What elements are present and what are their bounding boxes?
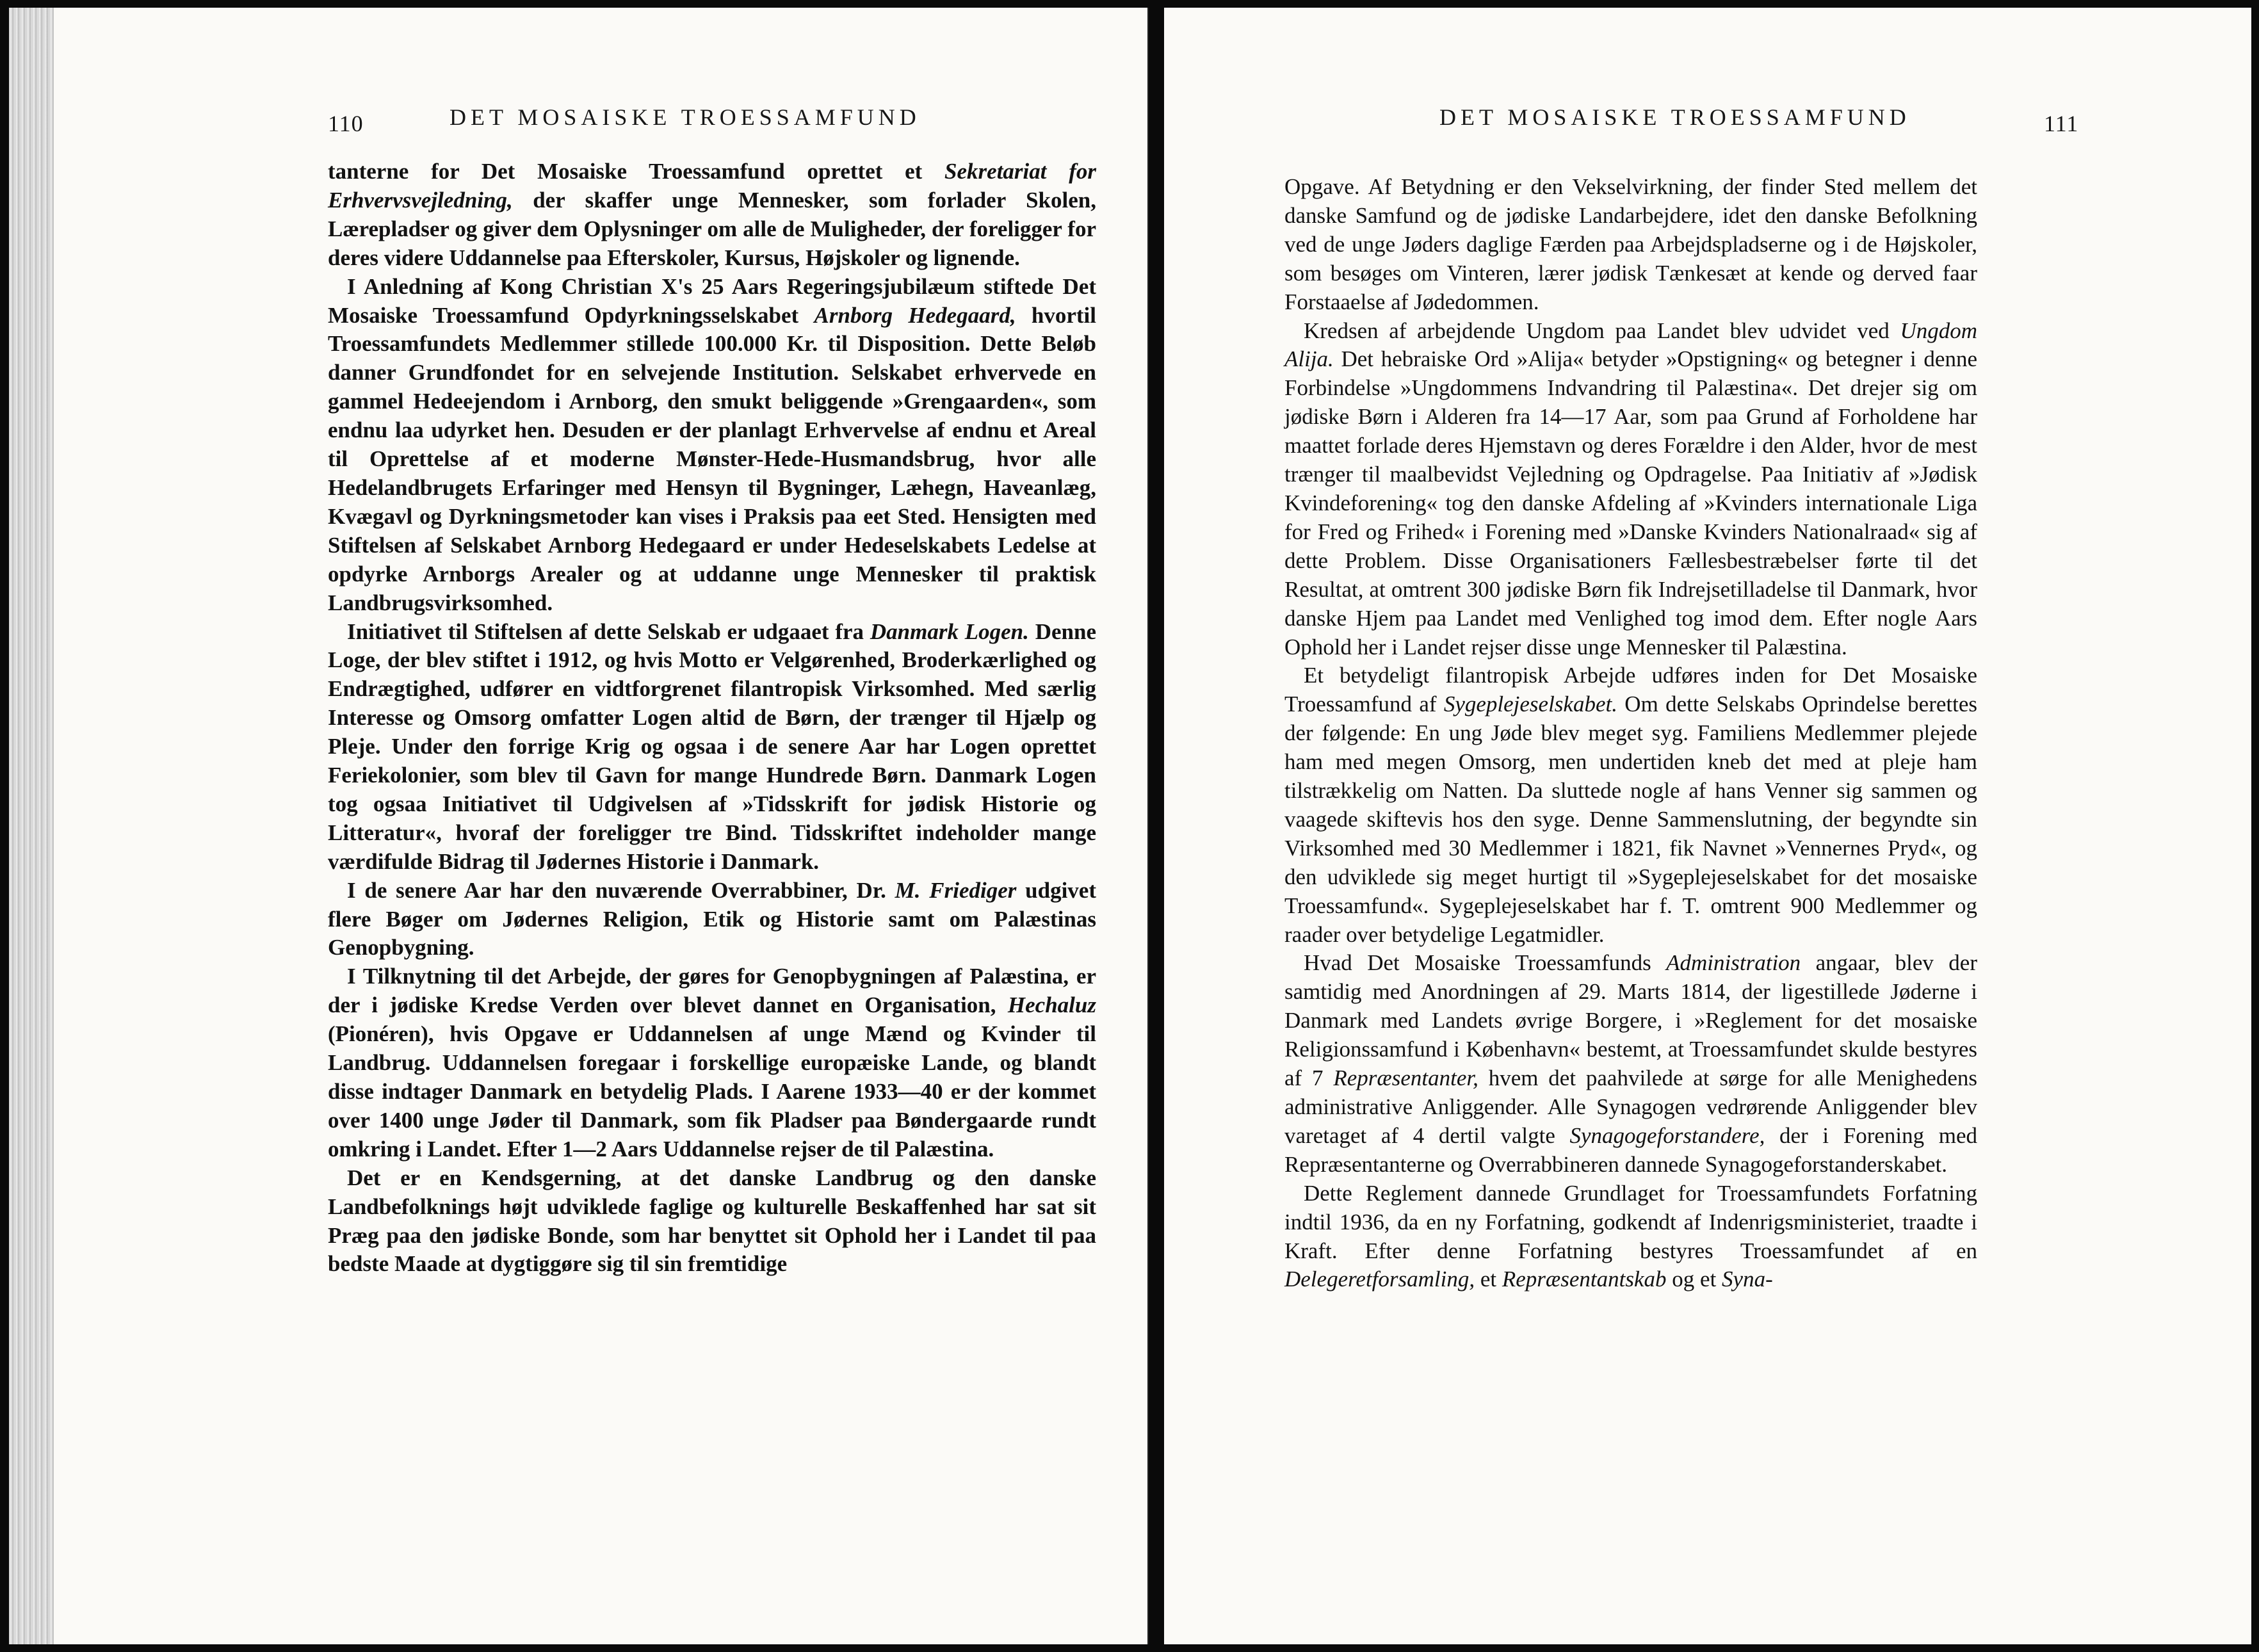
text-run: (Pionéren), hvis Opgave er Uddannelsen af unge Mænd og Kvinder til Landbrug. Uddannelsen foregaar i forskellige europæiske Lande, og blandt disse indtager Danmark en betydelig Plads. I Aarene 1933—40 er der kommet over 1400 unge Jøder til Danmark, som fik Pladser paa Bøndergaarde rundt omkring i Landet. Efter 1—2 Aars Uddannelse rejser de til Palæstina. xyxy=(328,1021,1096,1162)
italic-term: Ungdom Alija. xyxy=(1284,318,1977,372)
text-run: og et xyxy=(1666,1267,1722,1292)
paragraph xyxy=(1284,949,1977,1179)
page-number: 111 xyxy=(2044,111,2079,136)
text-run: angaar, blev der samtidig med Anordningen af 29. Marts 1814, der ligestillede Jøderne i Danmark med Landets øvrige Borgere, i »Reglement for det mosaiske Religionssamfund i København« bestemt, at Troessamfundet skulde bestyres af 7 xyxy=(1284,950,1977,1091)
page-number: 110 xyxy=(328,111,364,136)
running-header: DET MOSAISKE TROESSAMFUND xyxy=(449,104,921,130)
book-gutter xyxy=(1149,0,1164,1652)
text-run: Det hebraiske Ord »Alija« betyder »Opstigning« og betegner i denne Forbindelse »Ungdommens Indvandring til Palæstina«. Det drejer sig om jødiske Børn i Alderen fra 14—17 Aar, som paa Grund af Forholdene har maattet forlade deres Hjemstavn og deres Forældre i den Alder, hvor de mest trænger til maalbevidst Vejledning og Opdragelse. Paa Initiativ af »Jødisk Kvindeforening« tog den danske Afdeling af »Kvinders internationale Liga for Fred og Frihed« i Forening med »Danske Kvinders Nationalraad« sig af dette Problem. Disse Organisationers Fællesbestræbelser førte til det Resultat, at omtrent 300 jødiske Børn fik Indrejsetilladelse til Danmark, hvor danske Hjem paa Landet med Venlighed tog imod dem. Efter nogle Aars Ophold her i Landet rejser disse unge Mennesker til Palæstina. xyxy=(1284,346,1977,660)
text-run: Et betydeligt filantropisk Arbejde udføres inden for Det Mosaiske Troessamfund af xyxy=(1284,663,1977,717)
text-run: I Anledning af Kong Christian X's 25 Aars Regeringsjubilæum stiftede Det Mosaiske Troessamfund Opdyrkningsselskabet xyxy=(328,273,1096,328)
italic-term: Hechaluz xyxy=(1007,992,1096,1018)
text-run: hvortil Troessamfundets Medlemmer stillede 100.000 Kr. til Disposition. Dette Beløb danner Grundfondet for en selvejende Institution. Selskabet erhvervede en gammel Hedeejendom i Arnborg, den smukt beliggende »Grengaarden«, som endnu laa udyrket hen. Desuden er der planlagt Erhvervelse af endnu et Areal til Oprettelse af et moderne Mønster-Hede-Husmandsbrug, hvor alle Hedelandbrugets Erfaringer med Hensyn til Bygninger, Læhegn, Haveanlæg, Kvægavl og Dyrkningsmetoder kan vises i Praksis paa eet Sted. Hensigten med Stiftelsen af Selskabet Arnborg Hedegaard er under Hedeselskabets Ledelse at opdyrke Arnborgs Arealer og at uddanne unge Mennesker til praktisk Landbrugsvirksomhed. xyxy=(328,302,1097,615)
italic-term: Synagogeforstandere, xyxy=(1569,1122,1765,1148)
paragraph xyxy=(328,962,1096,1163)
text-run: Opgave. Af Betydning er den Vekselvirkning, der finder Sted mellem det danske Samfund og de jødiske Landarbejdere, idet den danske Befolkning ved de unge Jøders daglige Færden paa Arbejdspladserne og i de Højskoler, som besøges om Vinteren, lærer jødisk Tænkesæt at kende og derved faar Forstaaelse af Jødedommen. xyxy=(1284,174,1977,314)
text-run: Initiativet til Stiftelsen af dette Selskab er udgaaet fra xyxy=(347,619,870,644)
italic-term: Delegeretforsamling, xyxy=(1284,1267,1475,1292)
paragraph xyxy=(1284,317,1977,662)
text-run: Hvad Det Mosaiske Troessamfunds xyxy=(1304,950,1667,976)
italic-term: Danmark Logen. xyxy=(870,619,1029,644)
italic-term: Repræsentantskab xyxy=(1502,1267,1667,1292)
text-run: tanterne for Det Mosaiske Troessamfund oprettet et xyxy=(328,159,945,184)
paragraph xyxy=(1284,1179,1977,1295)
text-run: Dette Reglement dannede Grundlaget for Troessamfundets Forfatning indtil 1936, da en ny Forfatning, godkendt af Indenrigsministeriet, traadte i Kraft. Efter denne Forfatning bestyres Troessamfundet af en xyxy=(1284,1180,1977,1263)
italic-term: Sygeplejeselskabet. xyxy=(1443,692,1617,717)
text-run: I de senere Aar har den nuværende Overrabbiner, Dr. xyxy=(347,877,895,903)
text-run: Om dette Selskabs Oprindelse berettes der følgende: En ung Jøde blev meget syg. Familiens Medlemmer plejede ham med megen Omsorg, men undertiden kneb det med at pleje ham tilstrækkelig om Natten. Da sluttede nogle af hans Venner sig sammen og vaagede skiftevis hos den syge. Denne Sammenslutning, der begyndte sin Virksomhed med 30 Medlemmer i 1821, fik Navnet »Vennernes Pryd«, og den udviklede sig meget hurtigt til »Sygeplejeselskabet for det mosaiske Troessamfund«. Sygeplejeselskabet har f. T. omtrent 900 Medlemmer og raader over betydelige Legatmidler. xyxy=(1284,692,1977,947)
italic-term: Repræsentanter, xyxy=(1333,1065,1478,1091)
text-run: et xyxy=(1475,1267,1502,1292)
italic-term: Syna- xyxy=(1722,1267,1773,1292)
right-page xyxy=(1164,8,2251,1644)
italic-term: M. Friediger xyxy=(895,877,1017,903)
text-run: I Tilknytning til det Arbejde, der gøres for Genopbygningen af Palæstina, er der i jødiske Kredse Verden over blevet dannet en Organisation, xyxy=(328,964,1096,1018)
paragraph xyxy=(328,1164,1096,1279)
paragraph xyxy=(328,618,1096,877)
text-run: der skaffer unge Mennesker, som forlader Skolen, Lærepladser og giver dem Oplysninger om alle de Muligheder, der foreligger for deres videre Uddannelse paa Efterskoler, Kursus, Højskoler og lignende. xyxy=(328,187,1096,270)
text-run: der i Forening med Repræsentanterne og Overrabbineren dannede Synagogeforstanderskabet. xyxy=(1284,1122,1978,1177)
paragraph xyxy=(1284,661,1977,949)
page-body xyxy=(1284,173,1977,1294)
paragraph xyxy=(328,877,1096,963)
italic-term: Administration xyxy=(1666,950,1801,976)
text-run: Det er en Kendsgerning, at det danske Landbrug og den danske Landbefolknings højt udviklede faglige og kulturelle Beskaffenhed har sat sit Præg paa den jødiske Bonde, som har benyttet sit Ophold her i Landet til paa bedste Maade at dygtiggøre sig til sin fremtidige xyxy=(328,1165,1096,1277)
text-run: Kredsen af arbejdende Ungdom paa Landet blev udvidet ved xyxy=(1304,318,1900,343)
text-run: udgivet flere Bøger om Jødernes Religion, Etik og Historie samt om Palæstinas Genopbygning. xyxy=(328,877,1096,960)
paragraph xyxy=(328,273,1096,618)
paragraph xyxy=(328,158,1096,273)
page-body xyxy=(328,158,1096,1279)
text-run: Denne Loge, der blev stiftet i 1912, og hvis Motto er Velgørenhed, Broderkærlighed og Endrægtighed, udfører en vidtforgrenet filantropisk Virksomhed. Med særlig Interesse og Omsorg omfatter Logen altid de Børn, der trænger til Hjælp og Pleje. Under den forrige Krig og ogsaa i de senere Aar har Logen oprettet Feriekolonier, som blev til Gavn for mange Hundrede Børn. Danmark Logen tog ogsaa Initiativet til Udgivelsen af »Tidsskrift for jødisk Historie og Litteratur«, hvoraf der foreligger tre Bind. Tidsskriftet indeholder mange værdifulde Bidrag til Jødernes Historie i Danmark. xyxy=(328,619,1097,874)
italic-term: Sekretariat for Erhvervsvejledning, xyxy=(328,159,1096,213)
left-page xyxy=(9,8,1149,1644)
text-run: hvem det paahvilede at sørge for alle Menighedens administrative Anliggender. Alle Synagogen vedrørende Anliggender blev varetaget af 4 dertil valgte xyxy=(1284,1065,1977,1148)
italic-term: Arnborg Hedegaard, xyxy=(814,302,1016,328)
paragraph xyxy=(1284,173,1977,317)
running-header: DET MOSAISKE TROESSAMFUND xyxy=(1439,104,1911,130)
